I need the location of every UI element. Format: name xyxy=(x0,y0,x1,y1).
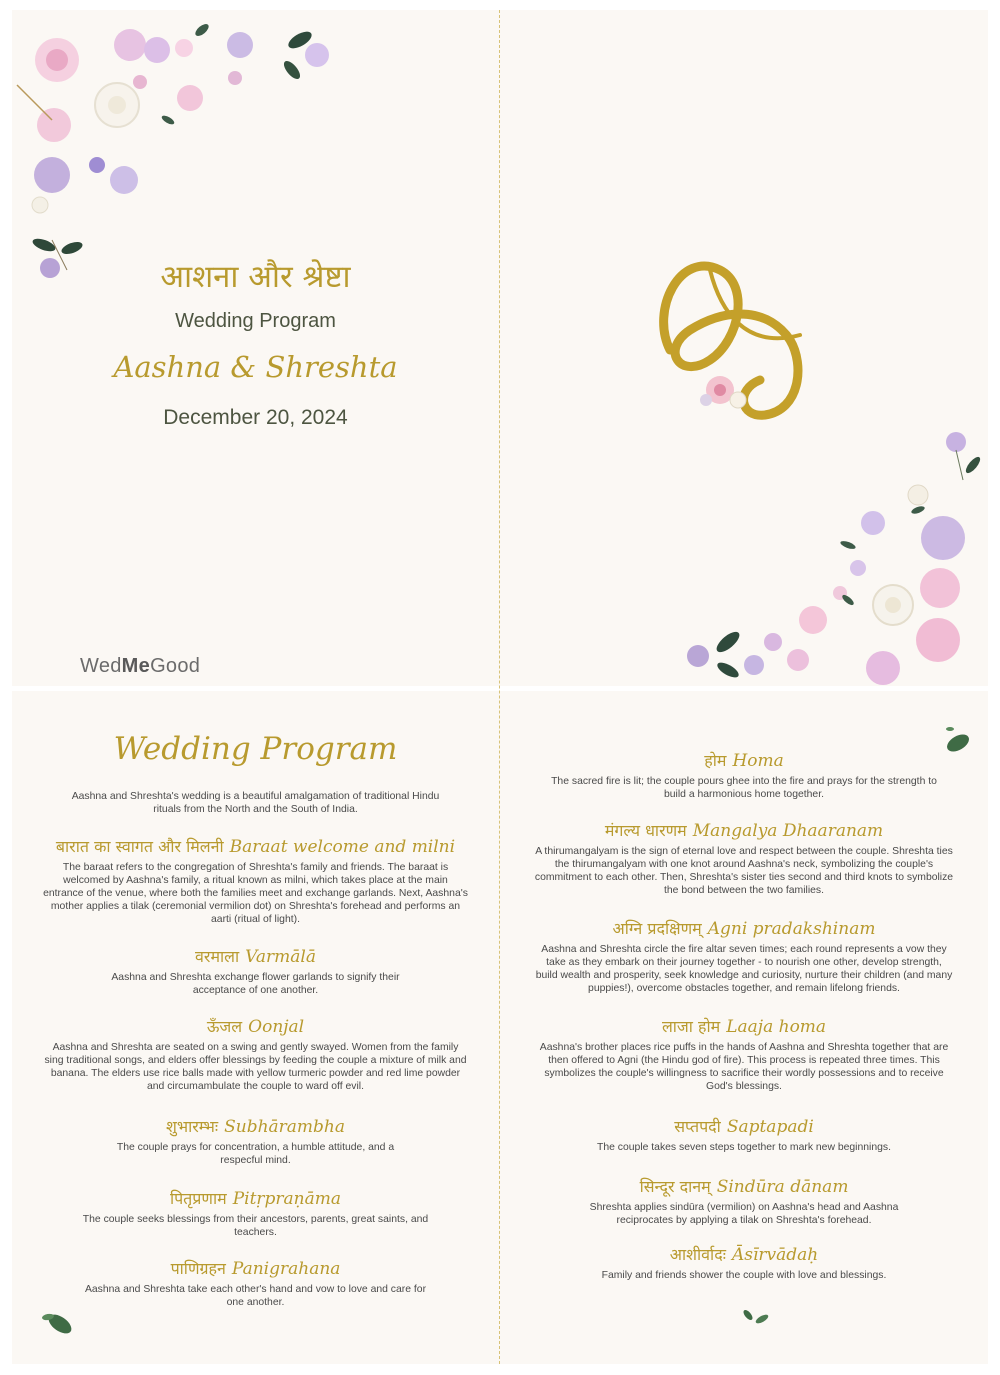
section-text: Aashna and Shreshta are seated on a swing and gently swayed. Women from the family sing traditional songs, and elders offer blessings by feeding the couple a mixture of milk and banana. The elders use rice balls made with yellow turmeric powder and red lime powder and circumambulate the couple to ward off evil. xyxy=(44,1042,467,1092)
section-hindi-title: बारात का स्वागत और मिलनी xyxy=(55,837,224,856)
section-english-title: Homa xyxy=(732,751,784,771)
section-english-title: Sindūra dānam xyxy=(716,1177,849,1197)
section-english-title: Oonjal xyxy=(248,1017,305,1037)
section-pitrpranama xyxy=(42,1187,469,1239)
program-title: Wedding Program xyxy=(113,731,398,767)
section-text: The couple seeks blessings from their ancestors, parents, great saints, and teachers. xyxy=(82,1214,429,1238)
section-english-title: Āsīrvādaḥ xyxy=(731,1245,819,1265)
section-hindi-title: शुभारम्भः xyxy=(165,1117,219,1136)
section-homa xyxy=(534,749,954,801)
section-hindi-title: पाणिग्रहन xyxy=(170,1259,226,1278)
section-hindi-title: आशीर्वादः xyxy=(669,1245,726,1264)
floral-corner-top-left xyxy=(12,10,342,280)
section-english-title: Mangalya Dhaaranam xyxy=(692,821,884,841)
program-left-panel xyxy=(12,691,499,1364)
section-hindi-title: वरमाला xyxy=(195,947,240,966)
program-intro: Aashna and Shreshta's wedding is a beautiful amalgamation of traditional Hindu rituals from the North and the South of India. xyxy=(71,791,440,815)
brand-logo xyxy=(80,655,200,678)
section-asirvadah xyxy=(534,1243,954,1282)
section-english-title: Pitṛpraṇāma xyxy=(232,1189,342,1209)
section-english-title: Baraat welcome and milni xyxy=(229,837,456,857)
brand-bold: Me xyxy=(121,655,151,677)
section-english-title: Agni pradakshinam xyxy=(707,919,876,939)
section-english-title: Saptapadi xyxy=(726,1117,814,1137)
section-hindi-title: मंगल्य धारणम xyxy=(604,821,687,840)
section-hindi-title: सिन्दूर दानम् xyxy=(639,1177,711,1196)
cover-couple-names: Aashna & Shreshta xyxy=(113,350,398,384)
section-text: Shreshta applies sindūra (vermilion) on Aashna's head and Aashna reciprocates by applying a tilak on Shreshta's forehead. xyxy=(589,1202,899,1226)
section-panigrahana xyxy=(42,1257,469,1309)
leaf-icon xyxy=(40,1309,80,1339)
brand-prefix: Wed xyxy=(80,655,122,677)
section-hindi-title: अग्नि प्रदक्षिणम् xyxy=(612,919,702,938)
section-text: Aashna's brother places rice puffs in the hands of Aashna and Shreshta together that are then offered to Agni (the Hindu god of fire). This process is repeated three times. This symbolizes the couple's willingness to sacrifice their wordly possessions and to receive God's blessings. xyxy=(539,1042,949,1092)
program-right-panel xyxy=(500,691,988,1364)
section-text: Aashna and Shreshta circle the fire altar seven times; each round represents a vow they take as they embark on their journey together - to nourish one other, develop strength, build wealth and prosperity, seek knowledge and curiosity, nurture their children (and many puppies!), overcome obstacles together, and remain lifelong friends. xyxy=(535,944,953,994)
section-laaja-homa xyxy=(534,1015,954,1093)
section-saptapadi xyxy=(534,1115,954,1154)
invitation-sheet xyxy=(12,10,988,1364)
section-hindi-title: लाजा होम xyxy=(661,1017,721,1036)
section-text: The couple takes seven steps together to mark new beginnings. xyxy=(597,1142,891,1153)
section-text: Aashna and Shreshta exchange flower garlands to signify their acceptance of one another. xyxy=(111,972,400,996)
section-text: Aashna and Shreshta take each other's hand and vow to love and care for one another. xyxy=(84,1284,427,1308)
leaf-icon xyxy=(736,1301,776,1331)
section-english-title: Subhārambha xyxy=(224,1117,346,1137)
section-english-title: Laaja homa xyxy=(726,1017,827,1037)
section-text: The couple prays for concentration, a humble attitude, and a respecful mind. xyxy=(116,1142,395,1166)
section-subharambha xyxy=(42,1115,469,1167)
section-hindi-title: सप्तपदी xyxy=(674,1117,721,1136)
section-text: Family and friends shower the couple with love and blessings. xyxy=(601,1270,887,1281)
section-english-title: Panigrahana xyxy=(231,1259,341,1279)
section-hindi-title: ऊँजल xyxy=(206,1017,243,1036)
section-sindura-danam xyxy=(534,1175,954,1227)
section-text: The baraat refers to the congregation of Shreshta's family and friends. The baraat is welcomed by Aashna's family, a ritual known as milni, which takes place at the main entrance of the venue, where both the families meet and exchange garlands. Next, Aashna's mother applies a tilak (ceremonial vermilion dot) on Shreshta's forehead and performs an aarti (ritual of light). xyxy=(43,862,468,925)
cover-panel xyxy=(12,10,499,686)
brand-suffix: Good xyxy=(150,655,201,677)
monogram xyxy=(650,250,850,430)
section-english-title: Varmālā xyxy=(245,947,316,967)
section-text: The sacred fire is lit; the couple pours ghee into the fire and prays for the strength to build a harmonious home together. xyxy=(551,776,937,800)
cover-subtitle: Wedding Program xyxy=(175,310,336,332)
section-mangalya xyxy=(534,819,954,897)
section-text: A thirumangalyam is the sign of eternal love and respect between the couple. Shreshta ties the thirumangalyam with one knot around Aashna's neck, symbolizing the couple's commitment to each other. Then, Shreshta's sister ties second and third knots to symbolize the bond between the two families. xyxy=(534,846,954,896)
section-oonjal xyxy=(42,1015,469,1093)
cover-date: December 20, 2024 xyxy=(163,406,348,429)
section-hindi-title: होम xyxy=(704,751,727,770)
section-baraat xyxy=(42,835,469,926)
section-agni-pradakshinam xyxy=(534,917,954,995)
section-hindi-title: पितृप्रणाम xyxy=(169,1189,227,1208)
monogram-panel xyxy=(500,10,988,686)
floral-corner-bottom-right xyxy=(678,420,988,690)
section-varmala xyxy=(42,945,469,997)
cover-hindi-names: आशना और श्रेष्टा xyxy=(160,259,351,295)
